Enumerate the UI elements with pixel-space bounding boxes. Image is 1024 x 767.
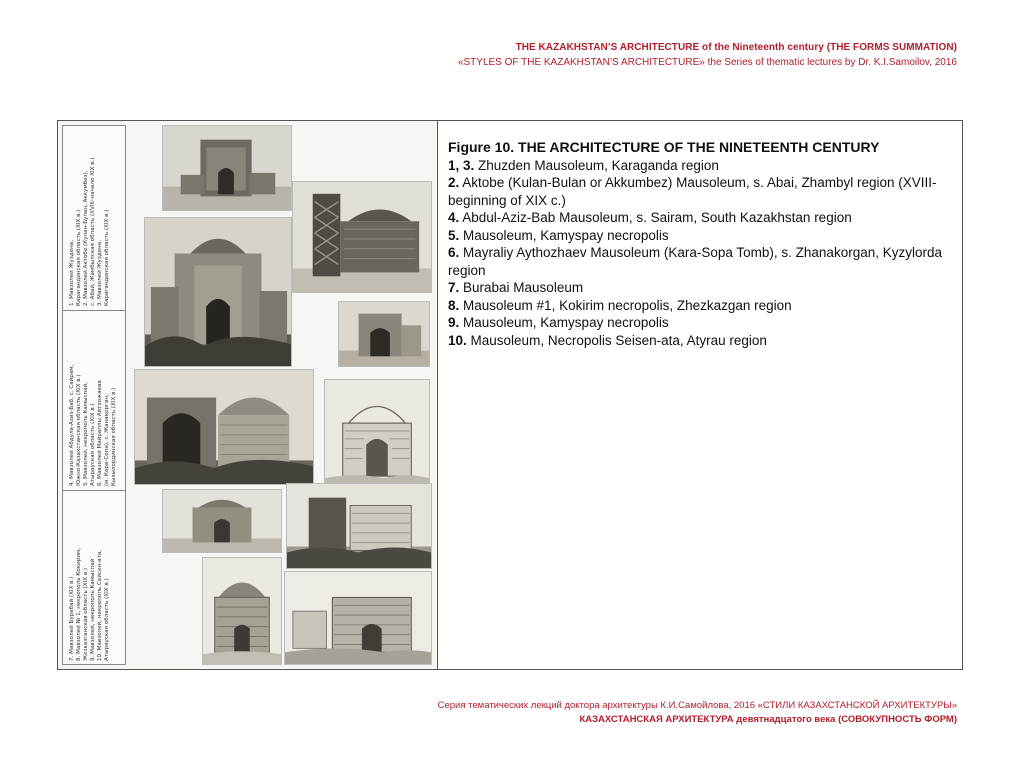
footer-title-line: КАЗАХСТАНСКАЯ АРХИТЕКТУРА девятнадцатого века (СОВОКУПНОСТЬ ФОРМ) [579,714,957,725]
plate-legend-text: 4. Мавзолей Абдула-Азиз-Баб, с. Сайрам, Южно-Казахстанская область (XIX в.) 5. Мавзолей, некрополь Камыспай, Атырауская область (XIX в.) 6. Мавзолей Майраллы Айтхожаева (м. Кара-Сопа), с. Жанакорган, Кызылординская область (XIX в.) [69,364,117,486]
plate-legend-text: 7. Мавзолей Бурабай (XIX в.) 8. Мавзолей № 1, некрополь Кокирим, Жезказганская область (XIX в.) 9. Мавзолей, некрополь Камыспай 10. Мавзолей, некрополь Сейсен-ата, Атырауская область (XIX в.) [69,548,110,661]
caption-item-number: 8. [448,297,460,313]
photo-7-burabai-mausoleum [162,489,282,553]
plate-legend-block-2 [63,311,125,491]
caption-item [448,174,952,209]
figure-caption [448,139,952,349]
slide-header [458,42,957,69]
photo-2-aktobe-mausoleum [292,181,432,293]
photo-4-abdul-aziz-bab-mausoleum [338,301,430,367]
photo-3-zhuzden-mausoleum [144,217,292,367]
caption-item-text: Burabai Mausoleum [459,280,584,295]
caption-item-number: 9. [448,315,460,330]
caption-item-text: Mausoleum, Kamyspay necropolis [459,315,669,330]
figure-caption-list [448,157,952,350]
figure-title: Figure 10. THE ARCHITECTURE OF THE NINETEENTH CENTURY [448,139,880,155]
caption-item-number: 4. [448,210,460,225]
caption-item [448,244,952,279]
header-title: THE KAZAKHSTAN’S ARCHITECTURE of the Nineteenth century (THE FORMS SUMMATION) [515,42,957,53]
plate-legend-block-3 [63,491,125,666]
caption-item-text: Abdul-Aziz-Bab Mausoleum, s. Sairam, South Kazakhstan region [459,210,852,225]
header-subtitle: «STYLES OF THE KAZAKHSTAN’S ARCHITECTURE» the Series of thematic lectures by Dr. K.I.Samoilov, 2016 [457,57,957,68]
caption-item-number: 5. [448,227,460,243]
photo-6-kara-sopa-tomb [324,379,430,487]
caption-item-text: Mayraliy Aythozhaev Mausoleum (Kara-Sopa Tomb), s. Zhanakorgan, Kyzylorda region [448,245,942,278]
caption-item [448,332,952,350]
caption-item-text: Mausoleum, Necropolis Seisen-ata, Atyrau region [466,332,767,348]
caption-item-number: 10. [448,332,467,348]
caption-item-number: 1, 3. [448,157,475,173]
plate-legend-block-1 [63,126,125,311]
caption-item-number: 2. [448,175,460,190]
plate-legend-column [62,125,126,665]
caption-item [448,227,952,245]
photo-plate [58,121,438,669]
figure-frame [57,120,963,670]
plate-legend-text: 1. Мавзолей Жуздена, Карагандинская область (XIX в.) 2. Мавзолей Актобе (Кулан-Булан, Аккумбез), с. Абай, Жамбылская область (XVIII–начало XIX в.) 3. Мавзолей Жуздена, Карагандинская область (XIX в.) [69,157,110,306]
caption-item [448,314,952,332]
caption-item [448,209,952,227]
footer-series-line: Серия тематических лекций доктора архитектуры К.И.Самойлова, 2016 «СТИЛИ КАЗАХСТАНСКОЙ АРХИТЕКТУРЫ» [437,700,957,711]
photo-8-kokirim-mausoleum [286,483,432,569]
caption-item [448,297,952,315]
caption-item-text: Zhuzden Mausoleum, Karaganda region [474,157,719,173]
photo-9-kamyspay-mausoleum [202,557,282,665]
slide-footer [438,700,957,726]
caption-item-number: 7. [448,280,460,295]
photo-1-zhuzden-mausoleum [162,125,292,211]
caption-item [448,279,952,297]
caption-item-number: 6. [448,245,460,260]
photo-10-seisen-ata-mausoleum [284,571,432,665]
caption-item-text: Mausoleum, Kamyspay necropolis [459,227,669,243]
caption-item-text: Mausoleum #1, Kokirim necropolis, Zhezkazgan region [459,297,792,313]
caption-item [448,157,952,175]
photo-5-kamyspay-mausoleum [134,369,314,485]
caption-item-text: Aktobe (Kulan-Bulan or Akkumbez) Mausoleum, s. Abai, Zhambyl region (XVIII-beginning of XIX c.) [448,175,937,208]
